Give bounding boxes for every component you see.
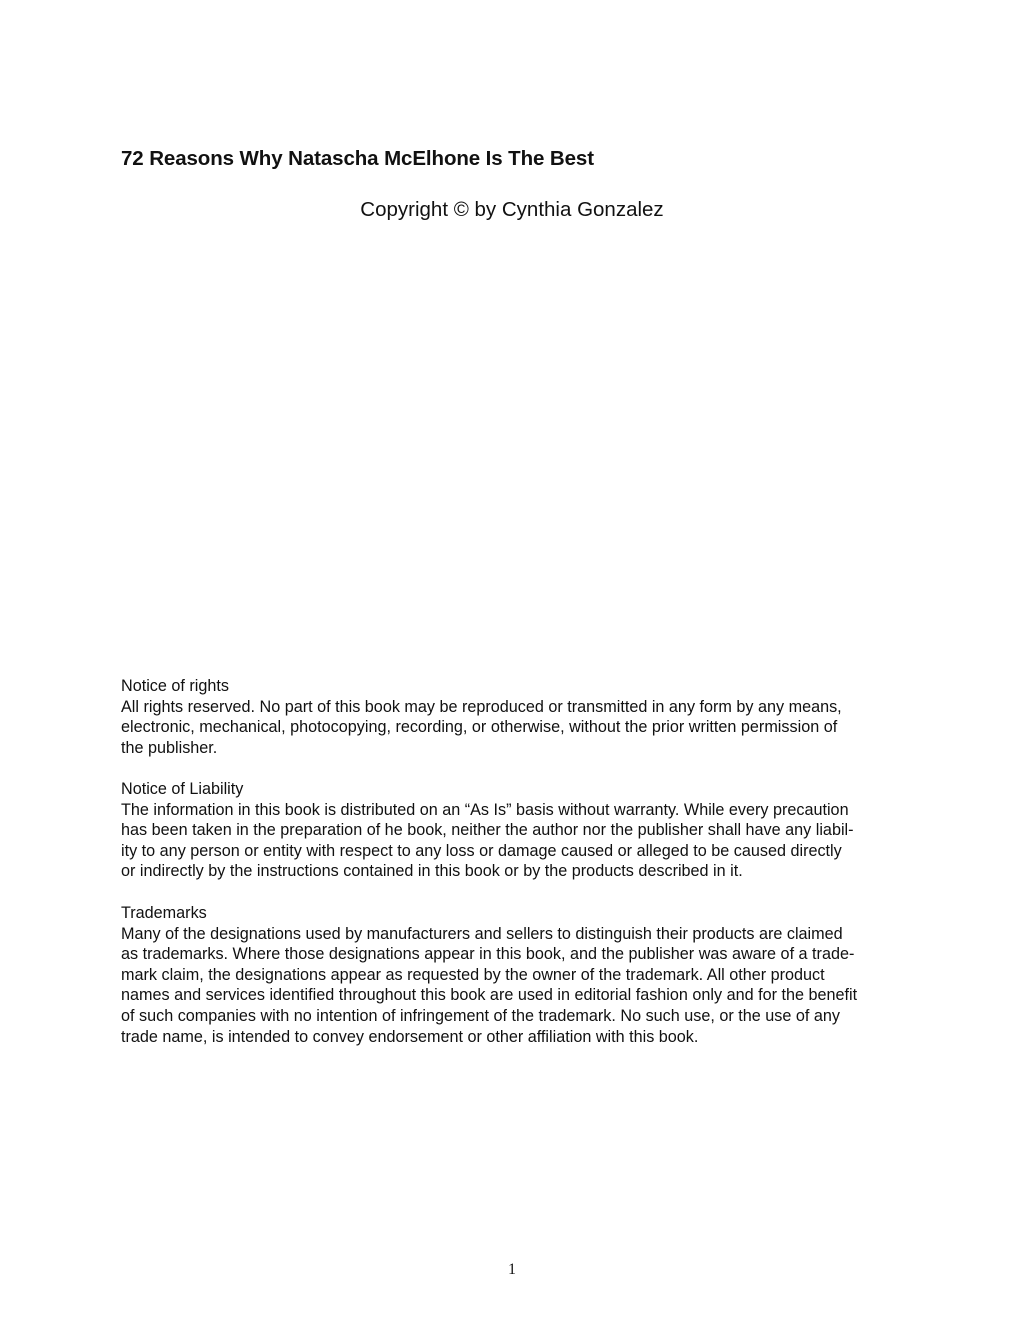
section-line: has been taken in the preparation of he book, neither the author nor the publisher shall have any liabil- — [121, 821, 854, 840]
section-line: ity to any person or entity with respect to any loss or damage caused or alleged to be caused directly — [121, 841, 842, 860]
section-line: Many of the designations used by manufacturers and sellers to distinguish their products are claimed — [121, 924, 843, 943]
notice-of-rights-section — [121, 676, 911, 758]
document-title: 72 Reasons Why Natascha McElhone Is The Best — [121, 147, 594, 170]
notice-of-liability-section — [121, 779, 911, 882]
section-heading: Trademarks — [121, 904, 207, 922]
section-line: mark claim, the designations appear as requested by the owner of the trademark. All other product — [121, 965, 825, 984]
trademarks-section — [121, 903, 911, 1047]
section-line: trade name, is intended to convey endorsement or other affiliation with this book. — [121, 1027, 699, 1046]
copyright-text: Copyright © by Cynthia Gonzalez — [360, 198, 664, 221]
section-line: electronic, mechanical, photocopying, recording, or otherwise, without the prior written permission of — [121, 718, 838, 737]
section-line: as trademarks. Where those designations appear in this book, and the publisher was aware of a trade- — [121, 945, 855, 964]
section-line: the publisher. — [121, 738, 218, 757]
copyright-line — [0, 198, 1024, 222]
section-line: names and services identified throughout this book are used in editorial fashion only and for the benefit — [121, 986, 858, 1005]
section-line: All rights reserved. No part of this book may be reproduced or transmitted in any form by any means, — [121, 697, 842, 716]
section-line: or indirectly by the instructions contained in this book or by the products described in it. — [121, 862, 743, 881]
page-number: 1 — [508, 1261, 516, 1278]
section-heading: Notice of rights — [121, 677, 229, 695]
section-line: of such companies with no intention of infringement of the trademark. No such use, or the use of any — [121, 1006, 840, 1025]
section-line: The information in this book is distributed on an “As Is” basis without warranty. While every precaution — [121, 800, 849, 819]
section-heading: Notice of Liability — [121, 780, 244, 798]
